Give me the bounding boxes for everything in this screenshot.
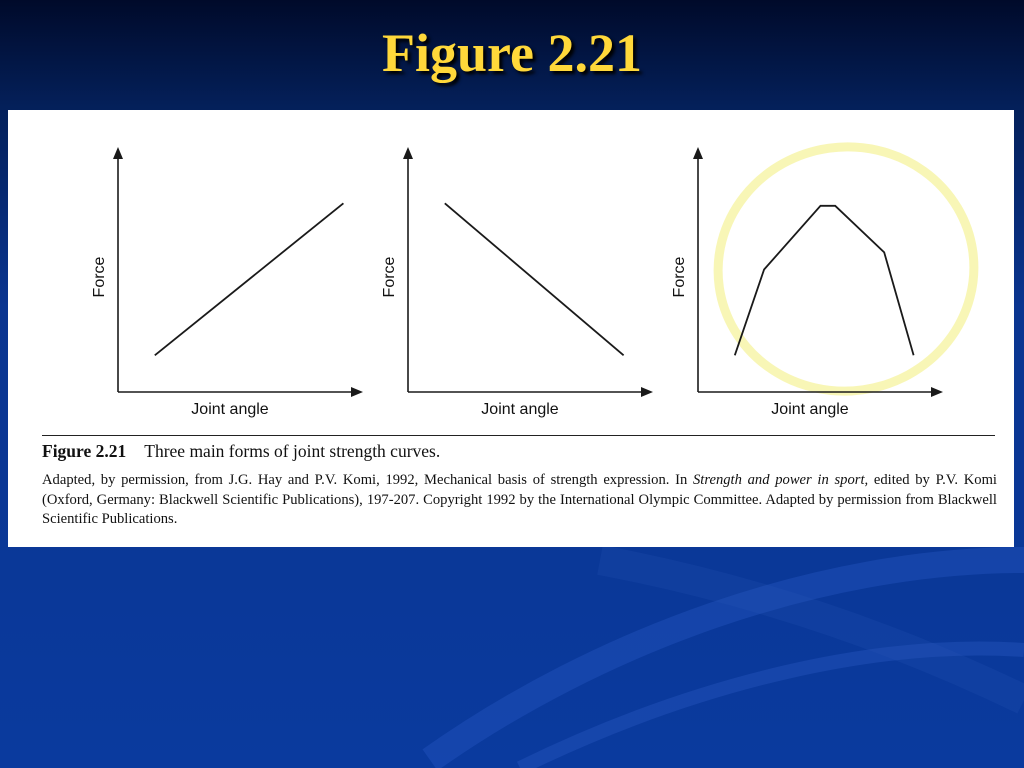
chart-1-x-label: Joint angle bbox=[191, 401, 269, 418]
chart-1-y-label: Force bbox=[91, 256, 108, 298]
figure-credit bbox=[42, 471, 997, 530]
credit-book-title: Strength and power in sport, bbox=[692, 472, 869, 488]
chart-3-y-arrow bbox=[693, 147, 703, 159]
figure-caption bbox=[42, 441, 997, 462]
figure-panel bbox=[8, 110, 1014, 547]
chart-2-y-arrow bbox=[403, 147, 413, 159]
caption-number: Figure 2.21 bbox=[42, 441, 127, 461]
credit-text-start: Adapted, by permission, from J.G. Hay and P.V. Komi, 1992, Mechanical basis of strength expression. In bbox=[42, 472, 693, 488]
chart-3-highlight-circle bbox=[702, 130, 989, 407]
chart-3-x-label: Joint angle bbox=[771, 401, 849, 418]
chart-3-curve bbox=[735, 206, 914, 355]
chart-1-curve bbox=[155, 203, 344, 355]
chart-3-x-arrow bbox=[931, 387, 943, 397]
strength-curves-charts bbox=[8, 110, 1014, 430]
caption-divider bbox=[42, 435, 995, 436]
chart-2-y-label: Force bbox=[381, 256, 398, 298]
chart-2-x-label: Joint angle bbox=[481, 401, 559, 418]
chart-1-y-arrow bbox=[113, 147, 123, 159]
chart-2-x-arrow bbox=[641, 387, 653, 397]
chart-2-curve bbox=[445, 203, 624, 355]
credit-text-rest: edited by P.V. Komi (Oxford, Germany: Blackwell Scientific Publications), 197-207. Copyright 1992 by the International Olympic Committee. Adapted by permission from Blackwell Scientific Publications. bbox=[42, 472, 997, 527]
chart-3-y-label: Force bbox=[671, 256, 688, 298]
caption-text: Three main forms of joint strength curves. bbox=[144, 441, 441, 461]
slide-title: Figure 2.21 bbox=[382, 23, 642, 83]
chart-1-x-arrow bbox=[351, 387, 363, 397]
